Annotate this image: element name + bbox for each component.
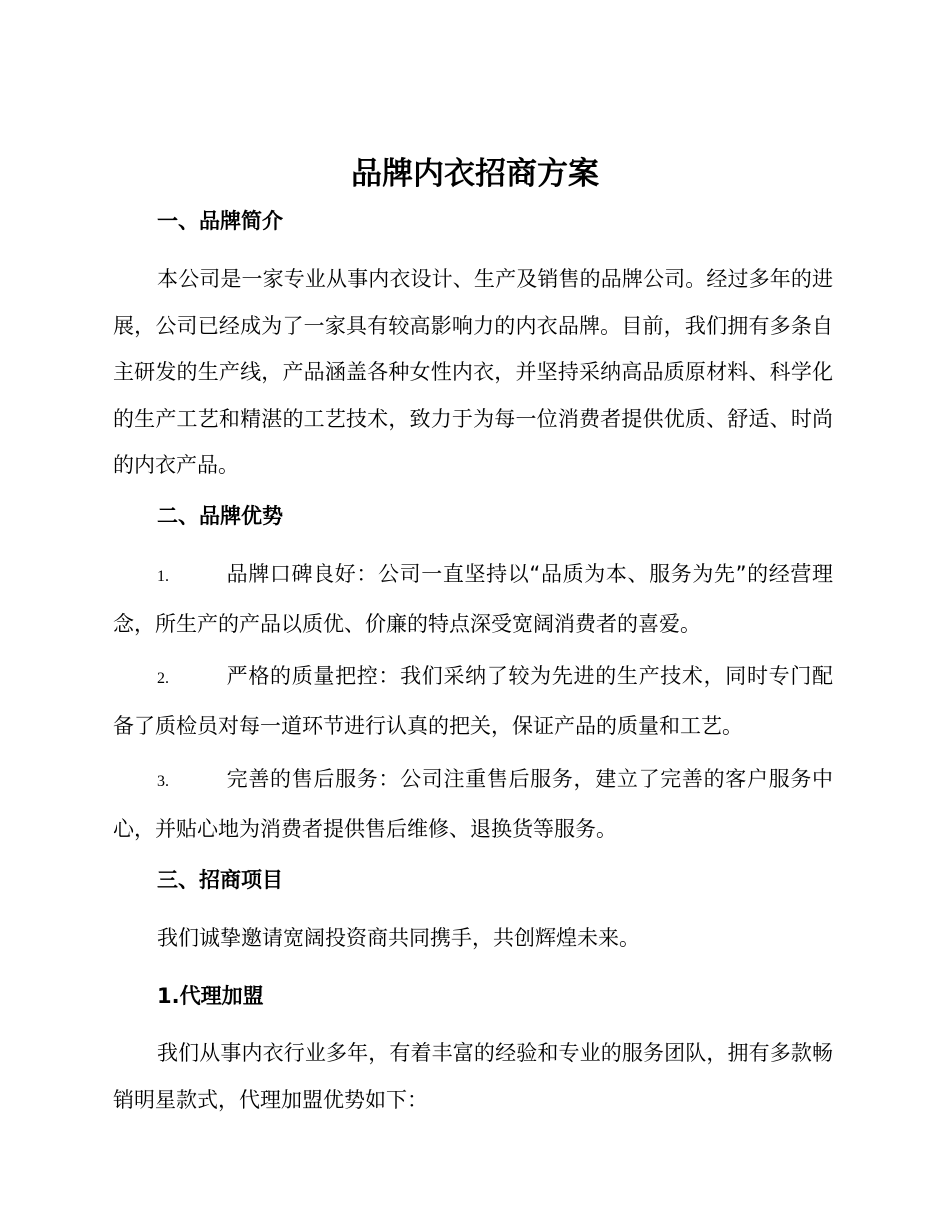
list-item-advantage-2: [113, 653, 833, 749]
brand-intro-paragraph: 本公司是一家专业从事内衣设计、生产及销售的品牌公司。经过多年的进展，公司已经成为了一家具有较高影响力的内衣品牌。目前，我们拥有多条自主研发的生产线，产品涵盖各种女性内衣，并坚持采纳高品质原材料、科学化的生产工艺和精湛的工艺技术，致力于为每一位消费者提供优质、舒适、时尚的内衣产品。: [113, 267, 833, 477]
list-item-advantage-1: [113, 551, 833, 647]
agency-franchise-paragraph: 我们从事内衣行业多年，有着丰富的经验和专业的服务团队，拥有多款畅销明星款式，代理加盟优势如下：: [113, 1041, 833, 1112]
list-item-text: 完善的售后服务：公司注重售后服务，建立了完善的客户服务中心，并贴心地为消费者提供售后维修、退换货等服务。: [113, 767, 833, 841]
section-heading-brand-intro: 一、品牌简介: [157, 209, 283, 233]
list-item-advantage-3: [113, 756, 833, 852]
list-number: 1.: [157, 568, 169, 585]
list-number: 3.: [157, 773, 169, 790]
subsection-heading-agency-franchise: 1.代理加盟: [157, 984, 264, 1008]
section-heading-investment-projects: 三、招商项目: [157, 868, 283, 892]
investment-intro-paragraph: 我们诚挚邀请宽阔投资商共同携手，共创辉煌未来。: [157, 926, 640, 950]
list-item-text: 品牌口碑良好：公司一直坚持以“品质为本、服务为先”的经营理念，所生产的产品以质优、价廉的特点深受宽阔消费者的喜爱。: [113, 562, 833, 636]
section-heading-brand-advantages: 二、品牌优势: [157, 504, 283, 528]
document-title: 品牌内衣招商方案: [351, 156, 599, 192]
list-item-text: 严格的质量把控：我们采纳了较为先进的生产技术，同时专门配备了质检员对每一道环节进行认真的把关，保证产品的质量和工艺。: [113, 664, 833, 738]
list-number: 2.: [157, 670, 169, 687]
